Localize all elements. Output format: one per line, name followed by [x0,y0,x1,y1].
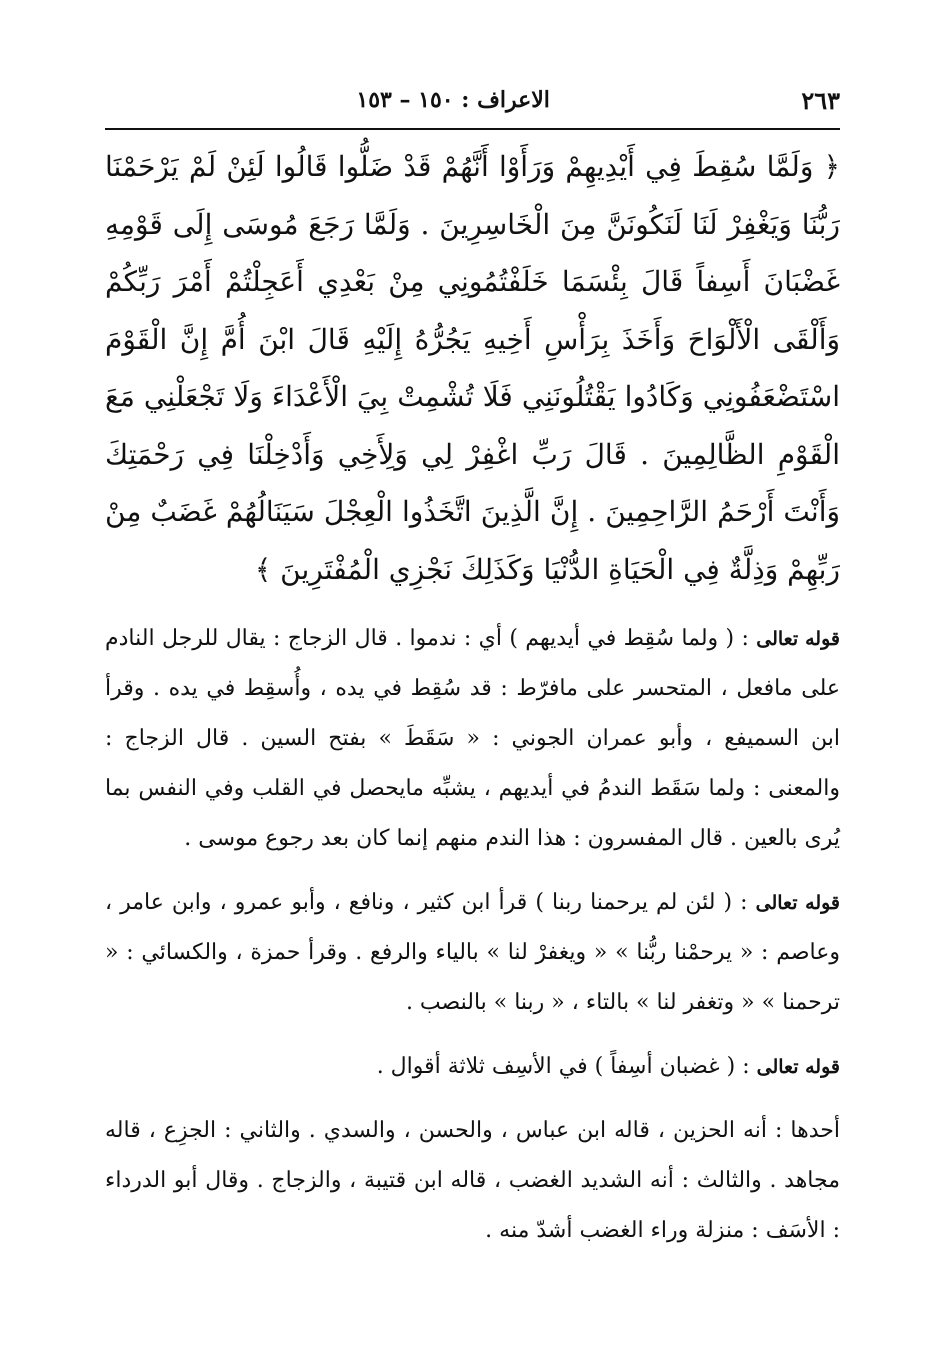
commentary-paragraph [105,1042,840,1092]
page [105,80,840,1270]
commentary-paragraph [105,878,840,1028]
paragraph-lead: قوله تعالى [756,1056,840,1078]
quran-verse: ﴿ وَلَمَّا سُقِطَ فِي أَيْدِيهِمْ وَرَأَوْا أَنَّهُمْ قَدْ ضَلُّوا قَالُوا لَئِنْ لَمْ يَرْحَمْنَا رَبُّنَا وَيَغْفِرْ لَنَا لَنَكُونَنَّ مِنَ الْخَاسِرِينَ . وَلَمَّا رَجَعَ مُوسَى إِلَى قَوْمِهِ غَضْبَانَ أَسِفاً قَالَ بِئْسَمَا خَلَفْتُمُونِي مِنْ بَعْدِي أَعَجِلْتُمْ أَمْرَ رَبِّكُمْ وَأَلْقَى الْأَلْوَاحَ وَأَخَذَ بِرَأْسِ أَخِيهِ يَجُرُّهُ إِلَيْهِ قَالَ ابْنَ أُمَّ إِنَّ الْقَوْمَ اسْتَضْعَفُونِي وَكَادُوا يَقْتُلُونَنِي فَلَا تُشْمِتْ بِيَ الْأَعْدَاءَ وَلَا تَجْعَلْنِي مَعَ الْقَوْمِ الظَّالِمِينَ . قَالَ رَبِّ اغْفِرْ لِي وَلِأَخِي وَأَدْخِلْنَا فِي رَحْمَتِكَ وَأَنْتَ أَرْحَمُ الرَّاحِمِينَ . إِنَّ الَّذِينَ اتَّخَذُوا الْعِجْلَ سَيَنَالُهُمْ غَضَبٌ مِنْ رَبِّهِمْ وَذِلَّةٌ فِي الْحَيَاةِ الدُّنْيَا وَكَذَلِكَ نَجْزِي الْمُفْتَرِينَ ﴾ [105,150,840,586]
commentary-paragraph [105,614,840,864]
paragraph-lead: قوله تعالى [756,628,840,650]
commentary-paragraph [105,1106,840,1256]
paragraph-text: : ( لئن لم يرحمنا ربنا ) قرأ ابن كثير ، ونافع ، وأبو عمرو ، وابن عامر ، وعاصم : « يرحمْنا ربُّنا » « ويغفرْ لنا » بالياء والرفع . وقرأ حمزة ، والكسائي : « ترحمنا » « وتغفر لنا » بالتاء ، « ربنا » بالنصب . [105,890,840,1015]
paragraph-text: : ( غضبان أسِفاً ) في الأسِف ثلاثة أقوال . [376,1054,750,1079]
paragraph-text: : ( ولما سُقِط في أيديهم ) أي : ندموا . قال الزجاج : يقال للرجل النادم على مافعل ، المتحسر على مافرّط : قد سُقِط في يده ، وأُسقِط في يده . وقرأ ابن السميفع ، وأبو عمران الجوني : « سَقَطَ » بفتح السين . قال الزجاج : والمعنى : ولما سَقَط الندمُ في أيديهم ، يشبِّه مايحصل في القلب وفي النفس بما يُرى بالعين . قال المفسرون : هذا الندم منهم إنما كان بعد رجوع موسى . [105,626,840,851]
paragraph-text: أحدها : أنه الحزين ، قاله ابن عباس ، والحسن ، والسدي . والثاني : الجزِع ، قاله مجاهد . والثالث : أنه الشديد الغضب ، قاله ابن قتيبة ، والزجاج . وقال أبو الدرداء : الأسَف : منزلة وراء الغضب أشدّ منه . [105,1118,840,1243]
header-rule [105,128,840,130]
running-header [105,80,840,120]
running-title: الاعراف : ١٥٠ – ١٥٣ [356,87,550,113]
commentary [105,614,840,1256]
page-number: ٢٦٣ [801,85,840,115]
paragraph-lead: قوله تعالى [755,892,841,914]
